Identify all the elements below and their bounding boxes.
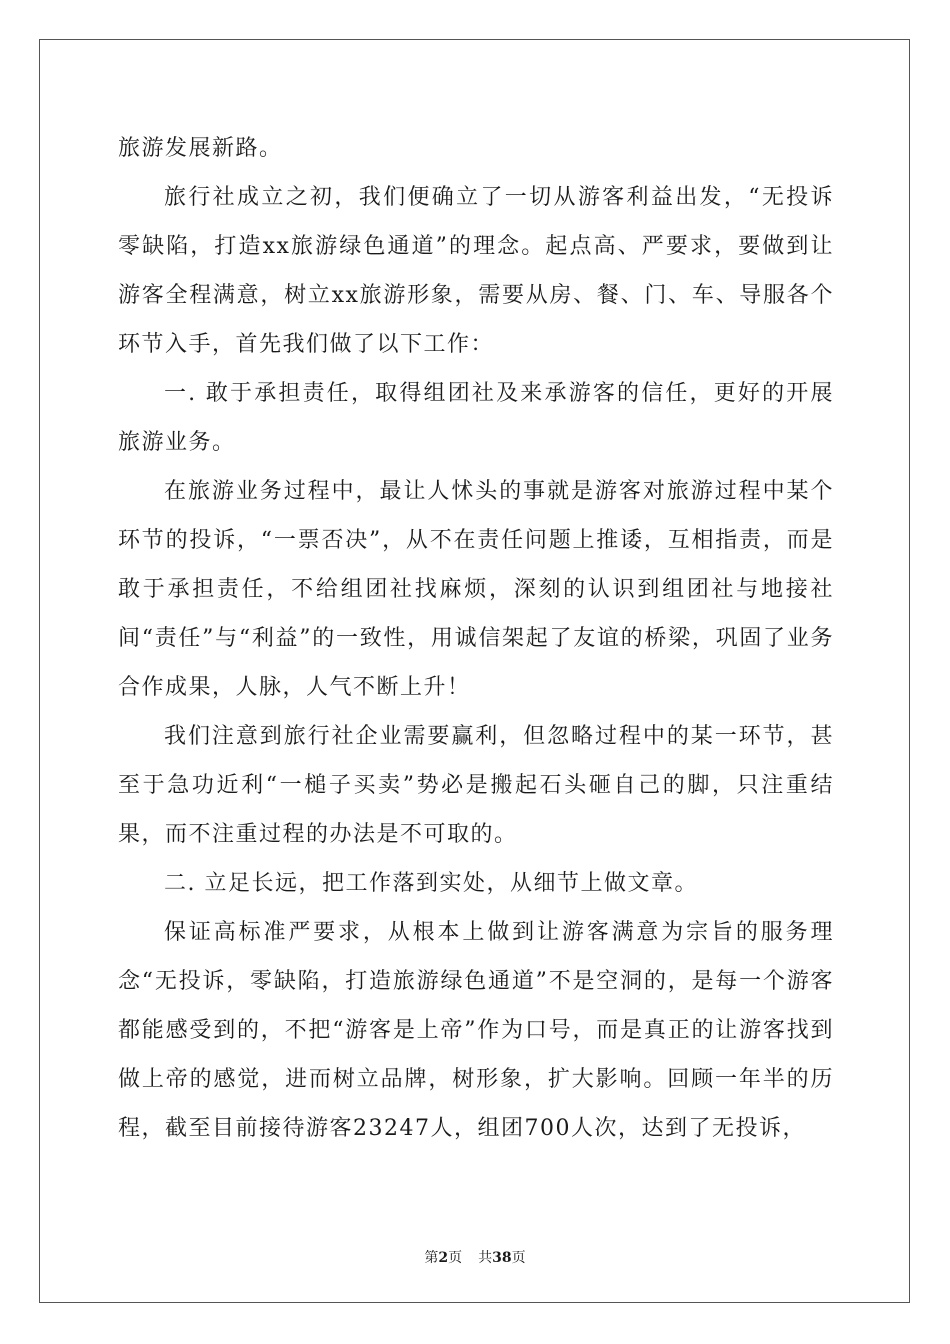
total-label-prefix: 共: [478, 1250, 493, 1266]
paragraph: 旅行社成立之初，我们便确立了一切从游客利益出发，“无投诉零缺陷，打造xx旅游绿色通道”的理念。起点高、严要求，要做到让游客全程满意，树立xx旅游形象，需要从房、餐、门、车、导服各个环节入手，首先我们做了以下工作：: [118, 185, 834, 357]
paragraph: 我们注意到旅行社企业需要赢利，但忽略过程中的某一环节，甚至于急功近利“一槌子买卖”势必是搬起石头砸自己的脚，只注重结果，而不注重过程的办法是不可取的。: [118, 724, 834, 847]
paragraph: 保证高标准严要求，从根本上做到让游客满意为宗旨的服务理念“无投诉，零缺陷，打造旅游绿色通道”不是空洞的，是每一个游客都能感受到的，不把“游客是上帝”作为口号，而是真正的让游客找到做上帝的感觉，进而树立品牌，树形象，扩大影响。回顾一年半的历程，截至目前接待游客23247人，组团700人次，达到了无投诉，: [118, 920, 834, 1141]
total-label-suffix: 页: [511, 1250, 526, 1266]
page-label-prefix: 第: [424, 1250, 439, 1266]
page-footer: [0, 1247, 950, 1267]
paragraph-heading-1: 一. 敢于承担责任，取得组团社及来承游客的信任，更好的开展旅游业务。: [118, 381, 834, 455]
document-body: [118, 124, 834, 1153]
paragraph-heading-2: 二. 立足长远，把工作落到实处，从细节上做文章。: [164, 871, 698, 896]
paragraph: 在旅游业务过程中，最让人怵头的事就是游客对旅游过程中某个环节的投诉，“一票否决”，从不在责任问题上推诿，互相指责，而是敢于承担责任，不给组团社找麻烦，深刻的认识到组团社与地接社间“责任”与“利益”的一致性，用诚信架起了友谊的桥梁，巩固了业务合作成果，人脉，人气不断上升！: [118, 479, 834, 700]
total-pages: 38: [492, 1250, 512, 1266]
page-number: 2: [438, 1250, 449, 1266]
paragraph: 旅游发展新路。: [118, 136, 283, 161]
page-label-suffix: 页: [448, 1250, 463, 1266]
